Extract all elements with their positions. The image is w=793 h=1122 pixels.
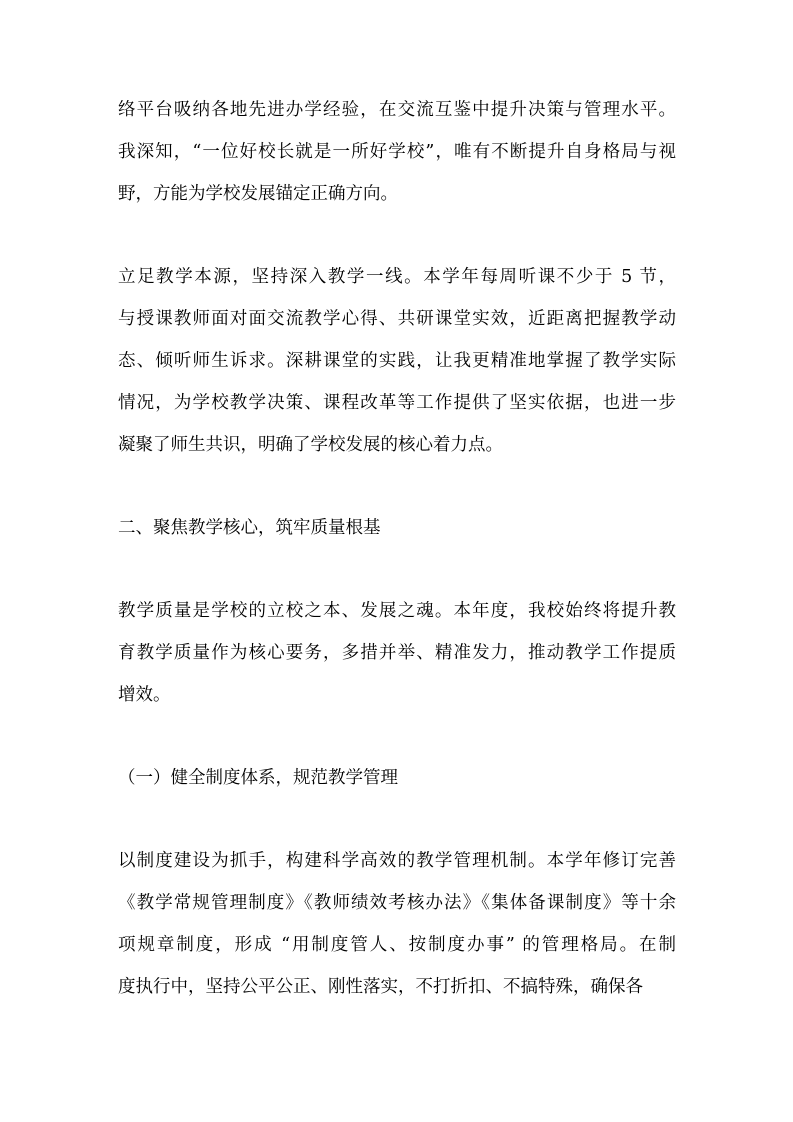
text-line: 我深知，“一位好校长就是一所好学校”，唯有不断提升自身格局与视: [118, 142, 676, 162]
text-line: 度执行中，坚持公平公正、刚性落实，不打折扣、不搞特殊，确保各: [118, 977, 643, 997]
paragraph-continuation: [118, 89, 676, 215]
text-line: 立足教学本源，坚持深入教学一线。本学年每周听课不少于 5 节，: [118, 267, 676, 287]
text-line: 《教学常规管理制度》《教师绩效考核办法》《集体备课制度》等十余: [118, 893, 676, 913]
paragraph-teaching-frontline: [118, 256, 676, 466]
text-line: 二、聚焦教学核心，筑牢质量根基: [118, 518, 381, 538]
section-heading-2: [118, 507, 676, 549]
paragraph-system-building: [118, 840, 676, 1008]
text-line: 增效。: [118, 685, 171, 705]
text-line: 以制度建设为抓手，构建科学高效的教学管理机制。本学年修订完善: [118, 851, 676, 871]
text-line: （一）健全制度体系，规范教学管理: [118, 768, 398, 788]
text-line: 育教学质量作为核心要务，多措并举、精准发力，推动教学工作提质: [118, 643, 676, 663]
text-line: 项规章制度，形成 “用制度管人、按制度办事” 的管理格局。在制: [118, 935, 676, 955]
text-line: 情况，为学校教学决策、课程改革等工作提供了坚实依据，也进一步: [118, 393, 676, 413]
text-line: 与授课教师面对面交流教学心得、共研课堂实效，近距离把握教学动: [118, 309, 676, 329]
text-line: 野，方能为学校发展锚定正确方向。: [118, 184, 398, 204]
text-line: 凝聚了师生共识，明确了学校发展的核心着力点。: [118, 435, 503, 455]
text-line: 态、倾听师生诉求。深耕课堂的实践，让我更精准地掌握了教学实际: [118, 351, 676, 371]
paragraph-quality-core: [118, 590, 676, 716]
text-line: 络平台吸纳各地先进办学经验，在交流互鉴中提升决策与管理水平。: [118, 100, 676, 120]
text-line: 教学质量是学校的立校之本、发展之魂。本年度，我校始终将提升教: [118, 601, 676, 621]
subsection-heading-1: [118, 757, 676, 799]
